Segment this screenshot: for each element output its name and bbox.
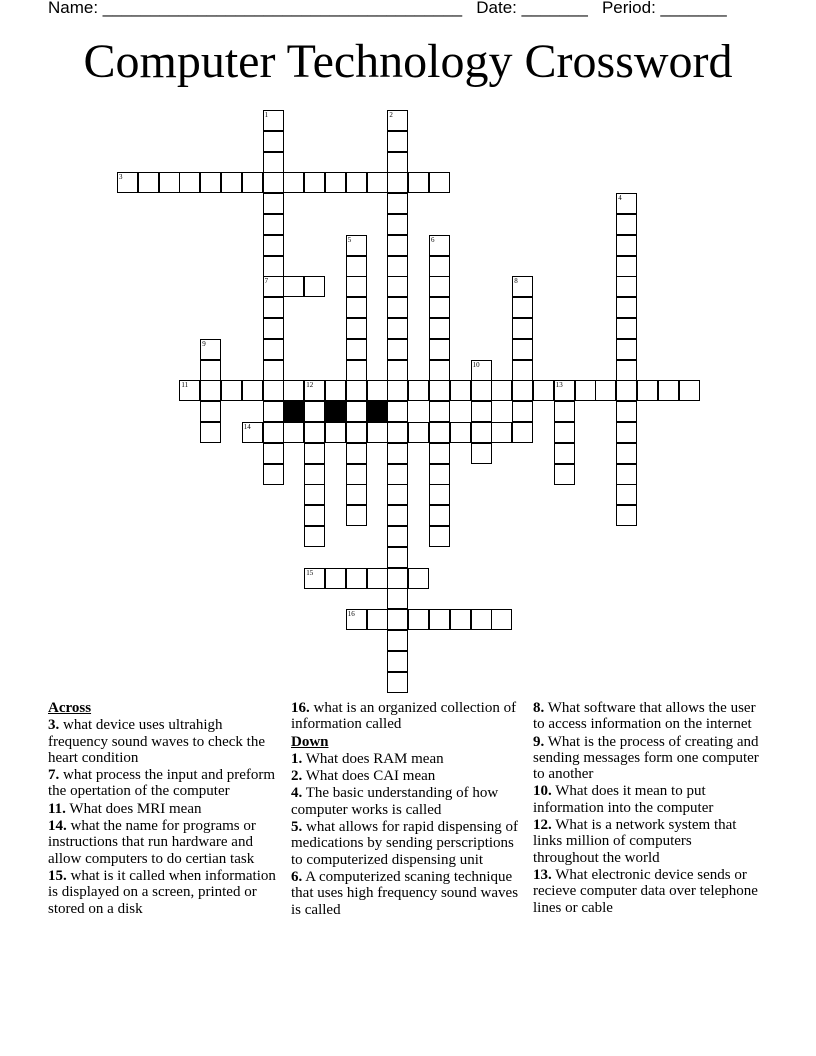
grid-cell[interactable] xyxy=(387,360,408,381)
grid-cell[interactable] xyxy=(346,443,367,464)
grid-cell[interactable] xyxy=(346,401,367,422)
grid-cell[interactable] xyxy=(283,276,304,297)
grid-cell[interactable] xyxy=(200,401,221,422)
grid-cell[interactable] xyxy=(263,443,284,464)
clues-column-2 xyxy=(291,700,527,919)
grid-cell[interactable] xyxy=(117,172,138,193)
grid-cell[interactable] xyxy=(616,360,637,381)
grid-cell[interactable] xyxy=(429,443,450,464)
grid-cell[interactable] xyxy=(138,172,159,193)
grid-cell[interactable] xyxy=(616,380,637,401)
grid-cell[interactable] xyxy=(616,235,637,256)
grid-cell[interactable] xyxy=(491,609,512,630)
grid-cell[interactable] xyxy=(200,339,221,360)
grid-cell[interactable] xyxy=(367,568,388,589)
grid-cell[interactable] xyxy=(346,172,367,193)
clue-number: 8 xyxy=(514,277,518,286)
clue-down-4: 4. The basic understanding of how computer works is called xyxy=(291,785,499,818)
grid-cell[interactable] xyxy=(346,568,367,589)
grid-cell[interactable] xyxy=(387,505,408,526)
clues-column-3 xyxy=(533,700,761,917)
down-heading: Down xyxy=(291,733,329,750)
grid-cell[interactable] xyxy=(408,422,429,443)
grid-cell[interactable] xyxy=(283,380,304,401)
clue-across-14: 14. what the name for programs or instructions that run hardware and allow computers to do certian task xyxy=(48,818,256,867)
grid-cell[interactable] xyxy=(387,380,408,401)
grid-cell[interactable] xyxy=(616,256,637,277)
grid-cell[interactable] xyxy=(387,651,408,672)
grid-cell[interactable] xyxy=(387,256,408,277)
grid-cell[interactable] xyxy=(304,568,325,589)
grid-cell[interactable] xyxy=(637,380,658,401)
grid-cell[interactable] xyxy=(221,380,242,401)
grid-cell[interactable] xyxy=(346,380,367,401)
grid-cell[interactable] xyxy=(595,380,616,401)
grid-cell[interactable] xyxy=(512,380,533,401)
grid-cell[interactable] xyxy=(242,380,263,401)
clue-number: 13 xyxy=(555,381,563,390)
grid-cell[interactable] xyxy=(200,422,221,443)
grid-cell[interactable] xyxy=(346,360,367,381)
grid-cell[interactable] xyxy=(429,318,450,339)
grid-cell[interactable] xyxy=(616,318,637,339)
grid-cell[interactable] xyxy=(429,339,450,360)
grid-cell[interactable] xyxy=(325,380,346,401)
clue-number: 7 xyxy=(264,277,269,286)
grid-cell[interactable] xyxy=(408,568,429,589)
grid-cell[interactable] xyxy=(387,131,408,152)
grid-cell[interactable] xyxy=(387,172,408,193)
grid-cell[interactable] xyxy=(367,422,388,443)
grid-cell[interactable] xyxy=(346,422,367,443)
grid-cell[interactable] xyxy=(387,609,408,630)
grid-cell[interactable] xyxy=(304,505,325,526)
grid-cell[interactable] xyxy=(304,422,325,443)
grid-cell[interactable] xyxy=(450,380,471,401)
black-square xyxy=(283,401,304,422)
clue-across-15: 15. what is it called when information is displayed on a screen, printed or stored on a disk xyxy=(48,867,276,917)
grid-cell[interactable] xyxy=(387,152,408,173)
clue-across-11: 11. What does MRI mean xyxy=(48,800,202,817)
grid-cell[interactable] xyxy=(616,339,637,360)
grid-cell[interactable] xyxy=(429,609,450,630)
grid-cell[interactable] xyxy=(387,110,408,131)
clue-across-16: 16. what is an organized collection of information called xyxy=(291,700,517,733)
grid-cell[interactable] xyxy=(387,588,408,609)
grid-cell[interactable] xyxy=(554,464,575,485)
grid-cell[interactable] xyxy=(575,380,596,401)
grid-cell[interactable] xyxy=(387,547,408,568)
header-line: Name: ______________________________________ Date: _______ Period: _______ xyxy=(48,0,727,17)
clue-number: 14 xyxy=(243,423,251,431)
clue-number: 6 xyxy=(431,235,435,244)
grid-cell[interactable] xyxy=(471,422,492,443)
grid-cell[interactable] xyxy=(554,401,575,422)
grid-cell[interactable] xyxy=(304,443,325,464)
grid-cell[interactable] xyxy=(367,380,388,401)
grid-cell[interactable] xyxy=(491,422,512,443)
grid-cell[interactable] xyxy=(554,422,575,443)
grid-cell[interactable] xyxy=(346,339,367,360)
clue-number: 10 xyxy=(472,360,480,369)
grid-cell[interactable] xyxy=(429,297,450,318)
grid-cell[interactable] xyxy=(304,464,325,485)
grid-cell[interactable] xyxy=(263,422,284,443)
grid-cell[interactable] xyxy=(179,380,200,401)
clue-down-9: 9. What is the process of creating and sending messages form one computer to another xyxy=(533,733,759,783)
clue-number: 16 xyxy=(347,610,355,619)
grid-cell[interactable] xyxy=(616,214,637,235)
grid-cell[interactable] xyxy=(263,152,284,173)
grid-cell[interactable] xyxy=(429,172,450,193)
grid-cell[interactable] xyxy=(346,256,367,277)
grid-cell[interactable] xyxy=(346,464,367,485)
clue-across-7: 7. what process the input and preform the opertation of the computer xyxy=(48,767,276,800)
grid-cell[interactable] xyxy=(429,505,450,526)
grid-cell[interactable] xyxy=(346,235,367,256)
grid-cell[interactable] xyxy=(304,172,325,193)
grid-cell[interactable] xyxy=(408,380,429,401)
grid-cell[interactable] xyxy=(429,464,450,485)
grid-cell[interactable] xyxy=(616,443,637,464)
grid-cell[interactable] xyxy=(387,630,408,651)
clue-down-1: 1. What does RAM mean xyxy=(291,750,444,767)
grid-cell[interactable] xyxy=(304,276,325,297)
grid-cell[interactable] xyxy=(554,380,575,401)
grid-cell[interactable] xyxy=(263,297,284,318)
grid-cell[interactable] xyxy=(387,297,408,318)
grid-cell[interactable] xyxy=(263,235,284,256)
grid-cell[interactable] xyxy=(429,526,450,547)
grid-cell[interactable] xyxy=(304,380,325,401)
clue-down-10: 10. What does it mean to put information into the computer xyxy=(533,783,714,816)
grid-cell[interactable] xyxy=(387,235,408,256)
grid-cell[interactable] xyxy=(283,422,304,443)
grid-cell[interactable] xyxy=(429,422,450,443)
grid-cell[interactable] xyxy=(387,484,408,505)
clue-number: 2 xyxy=(389,111,393,119)
grid-cell[interactable] xyxy=(263,172,284,193)
grid-cell[interactable] xyxy=(304,526,325,547)
grid-cell[interactable] xyxy=(200,172,221,193)
grid-cell[interactable] xyxy=(387,443,408,464)
grid-cell[interactable] xyxy=(387,339,408,360)
grid-cell[interactable] xyxy=(221,172,242,193)
grid-cell[interactable] xyxy=(387,526,408,547)
grid-cell[interactable] xyxy=(263,110,284,131)
clues-column-1 xyxy=(48,700,280,918)
grid-cell[interactable] xyxy=(491,380,512,401)
grid-cell[interactable] xyxy=(616,401,637,422)
grid-cell[interactable] xyxy=(616,484,637,505)
grid-cell[interactable] xyxy=(429,401,450,422)
grid-cell[interactable] xyxy=(242,172,263,193)
grid-cell[interactable] xyxy=(387,672,408,693)
grid-cell[interactable] xyxy=(200,380,221,401)
clue-number: 12 xyxy=(306,381,314,390)
grid-cell[interactable] xyxy=(471,380,492,401)
grid-cell[interactable] xyxy=(429,235,450,256)
grid-cell[interactable] xyxy=(263,360,284,381)
grid-cell[interactable] xyxy=(512,318,533,339)
grid-cell[interactable] xyxy=(263,256,284,277)
grid-cell[interactable] xyxy=(512,401,533,422)
grid-cell[interactable] xyxy=(512,339,533,360)
grid-cell[interactable] xyxy=(346,505,367,526)
grid-cell[interactable] xyxy=(429,360,450,381)
grid-cell[interactable] xyxy=(471,609,492,630)
black-square xyxy=(325,401,346,422)
grid-cell[interactable] xyxy=(346,297,367,318)
clue-down-2: 2. What does CAI mean xyxy=(291,768,436,785)
clue-number: 5 xyxy=(347,235,352,244)
grid-cell[interactable] xyxy=(263,339,284,360)
grid-cell[interactable] xyxy=(616,464,637,485)
clue-number: 4 xyxy=(618,194,622,203)
grid-cell[interactable] xyxy=(367,172,388,193)
clue-number: 11 xyxy=(181,381,189,390)
grid-cell[interactable] xyxy=(616,276,637,297)
grid-cell[interactable] xyxy=(263,193,284,214)
clue-down-8: 8. What software that allows the user to access information on the internet xyxy=(533,700,756,733)
grid-cell[interactable] xyxy=(283,172,304,193)
grid-cell[interactable] xyxy=(429,484,450,505)
grid-cell[interactable] xyxy=(179,172,200,193)
grid-cell[interactable] xyxy=(387,193,408,214)
grid-cell[interactable] xyxy=(263,380,284,401)
grid-cell[interactable] xyxy=(387,214,408,235)
grid-cell[interactable] xyxy=(616,505,637,526)
grid-cell[interactable] xyxy=(554,443,575,464)
black-square xyxy=(367,401,388,422)
grid-cell[interactable] xyxy=(429,380,450,401)
grid-cell[interactable] xyxy=(367,609,388,630)
grid-cell[interactable] xyxy=(616,193,637,214)
grid-cell[interactable] xyxy=(346,484,367,505)
grid-cell[interactable] xyxy=(387,568,408,589)
grid-cell[interactable] xyxy=(429,256,450,277)
grid-cell[interactable] xyxy=(512,360,533,381)
grid-cell[interactable] xyxy=(159,172,180,193)
grid-cell[interactable] xyxy=(387,464,408,485)
clue-across-3: 3. what device uses ultrahigh frequency sound waves to check the heart condition xyxy=(48,717,266,766)
across-heading: Across xyxy=(48,700,92,716)
grid-cell[interactable] xyxy=(387,276,408,297)
grid-cell[interactable] xyxy=(304,401,325,422)
clue-down-12: 12. What is a network system that links million of computers throughout the world xyxy=(533,817,737,866)
clue-down-13: 13. What electronic device sends or recieve computer data over telephone lines or cable xyxy=(533,866,758,916)
grid-cell[interactable] xyxy=(387,401,408,422)
clue-down-6: 6. A computerized scaning technique that uses high frequency sound waves is called xyxy=(291,868,519,918)
grid-cell[interactable] xyxy=(471,360,492,381)
grid-cell[interactable] xyxy=(471,401,492,422)
grid-cell[interactable] xyxy=(616,297,637,318)
grid-cell[interactable] xyxy=(346,276,367,297)
clue-number: 15 xyxy=(306,568,314,577)
grid-cell[interactable] xyxy=(304,484,325,505)
grid-cell[interactable] xyxy=(408,609,429,630)
grid-cell[interactable] xyxy=(658,380,679,401)
grid-cell[interactable] xyxy=(387,318,408,339)
clue-number: 1 xyxy=(264,111,269,119)
grid-cell[interactable] xyxy=(263,131,284,152)
grid-cell[interactable] xyxy=(471,443,492,464)
grid-cell[interactable] xyxy=(263,318,284,339)
grid-cell[interactable] xyxy=(533,380,554,401)
clue-number: 9 xyxy=(202,339,206,348)
grid-cell[interactable] xyxy=(512,297,533,318)
grid-cell[interactable] xyxy=(387,422,408,443)
grid-cell[interactable] xyxy=(429,276,450,297)
grid-cell[interactable] xyxy=(325,172,346,193)
grid-cell[interactable] xyxy=(263,464,284,485)
grid-cell[interactable] xyxy=(200,360,221,381)
clue-down-5: 5. what allows for rapid dispensing of medications by sending perscriptions to computerized dispensing unit xyxy=(291,819,519,868)
grid-cell[interactable] xyxy=(408,172,429,193)
grid-cell[interactable] xyxy=(450,609,471,630)
grid-cell[interactable] xyxy=(263,401,284,422)
grid-cell[interactable] xyxy=(325,422,346,443)
grid-cell[interactable] xyxy=(679,380,700,401)
grid-cell[interactable] xyxy=(325,568,346,589)
grid-cell[interactable] xyxy=(263,214,284,235)
grid-cell[interactable] xyxy=(512,422,533,443)
page-title: Computer Technology Crossword xyxy=(83,35,733,88)
grid-cell[interactable] xyxy=(616,422,637,443)
grid-cell[interactable] xyxy=(450,422,471,443)
grid-cell[interactable] xyxy=(512,276,533,297)
grid-cell[interactable] xyxy=(242,422,263,443)
clue-number: 3 xyxy=(119,173,123,182)
grid-cell[interactable] xyxy=(263,276,284,297)
grid-cell[interactable] xyxy=(346,318,367,339)
grid-cell[interactable] xyxy=(346,609,367,630)
